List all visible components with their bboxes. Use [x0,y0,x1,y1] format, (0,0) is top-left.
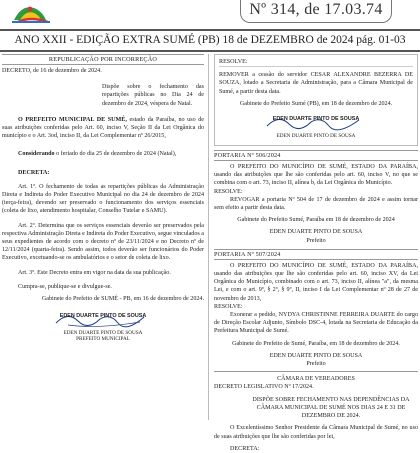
signature-stamp: EDEN DUARTE PINTO DE SOUSA [272,116,360,123]
decree-article-3: Art. 3º. Este Decreto entra em vigor na data da sua publicação. [18,269,171,276]
right-column [214,54,418,452]
decree-preamble [2,116,204,141]
portaria-507-place-date: Gabinete do Prefeito de Sumé, Paraíba, em 18 de dezembro de 2024. [232,340,400,347]
portaria-507-resolve: RESOLVE: [214,303,243,310]
issue-number: Nº 314, de 17.03.74 [240,0,392,23]
column-divider [208,54,209,420]
legislative-decree-summary: DISPÕE SOBRE FECHAMENTO NAS DEPENDÊNCIAS DA CÂMARA MUNICIPAL DE SUMÉ NOS DIAS 24 E 31 DE DEZEMBRO DE 2024. [252,396,410,420]
signature-scribble-icon [48,307,158,331]
masthead-rule-bottom [0,50,420,52]
portaria-507-intro: O PREFEITO DO MUNICÍPIO DE SUMÉ, ESTADO DA PARAÍBA, usando das atribuições que lhe são conferidas pelo art. 60, inciso XV, da Lei Orgânica do Município, combinado com o art. 73, inciso II, alínea "a", da mesma Lei, e com o art. 9º, § 2º, § 9º, II, inciso I da Lei Complementar nº 28 de 27 de novembro de 2013, [214,262,418,302]
legislative-decree-title: DECRETO LEGISLATIVO Nº 17/2024. [214,384,314,391]
decree-summary: Dispõe sobre o fechamento das repartições públicas no Dia 24 de dezembro de 2024, véspera de Natal. [102,84,204,107]
edition-bar: ANO XXII - EDIÇÃO EXTRA SUMÉ (PB) 18 de DEZEMBRO de 2024 pág. 01-03 [14,34,406,46]
decree-closing: Cumpra-se, publique-se e divulgue-se. [18,283,112,290]
portaria-506-title: PORTARIA Nº 506/2024 [214,150,418,161]
decree-decrees-label: DECRETA: [18,169,50,176]
portaria-506-text: REVOGAR a portaria Nº 504 de 17 de dezembro de 2024 e assim tornar sem efeito a partir desta data. [214,196,418,212]
decree-title: DECRETO, de 16 de dezembro de 2024. [2,68,102,74]
decree-place-date: Gabinete do Prefeito de SUMÉ - PB, em 16 de dezembro de 2024. [41,296,204,303]
signature-name [48,331,158,342]
portaria-507-text: Exonerar a pedido, NYDYA CHRISTINNE FERREIRA DUARTE do cargo de Direção Escolar Adjunto, Símbolo DSC-4, lotada na Secretaria de Educação da Prefeitura Municipal de Sumé. [214,312,418,335]
preamble-lead: O PREFEITO MUNICIPAL DE SUMÉ, [18,116,127,123]
decree-article-2: Art. 2º. Determina que os serviços essenciais deverão ser preservados pela respectiva Administração Direta e Indireta do Poder Executivo, segue vinculados a seus expedientes de acordo com o decreto nº de 23/11/2024 e no Decreto nº de 12/11/2024 (quarta-feira). Sendo assim, todos deverão ser funcionários do Poder Executivo, excetuando-se os ambulatórios e o setor de coleta de lixo. [2,222,204,262]
mayor-signature-left [48,307,158,341]
portaria-507-role: Prefeito [306,361,326,368]
considering-lead: Considerando [18,151,55,158]
left-column [2,54,204,420]
signer-name: EDEN DUARTE PINTO DE SOUSA [63,330,143,337]
divider [214,371,418,372]
cession-place-date: Gabinete do Prefeito Sumé (PB), em 18 de dezembro de 2024. [239,100,393,107]
legislative-decree-decrees: DECRETA: [230,445,260,452]
decree-article-1: Art. 1º. O fechamento de todas as repartições públicas da Administração Direta e Indireta do Poder Executivo Municipal no dia 24 de dezembro de 2024 (terça-feira), devendo ser preservado o funcionamento dos serviços essenciais (coleta de lixo, atendimento hospitalar, Conselho Tutelar e SAMU). [2,183,204,215]
masthead [0,0,420,30]
signer-name: EDEN DUARTE PINTO DE SOUSA [276,133,356,140]
cession-box [214,54,418,146]
portaria-506-signer: EDEN DUARTE PINTO DE SOUSA [269,229,363,236]
signer-role: PREFEITO MUNICIPAL [76,335,130,342]
considering-text: o feriado do dia 25 de dezembro de 2024 (Natal), [56,151,177,158]
portaria-506-place-date: Gabinete do Prefeito Sumé, Paraíba em 18 de dezembro de 2024 [237,217,395,224]
portaria-506-resolve: RESOLVE: [214,188,243,195]
decree-considering [2,150,204,158]
cession-resolve-label: RESOLVE: [219,58,413,67]
municipal-logo-icon [0,0,60,24]
preamble-text: estado da Paraíba, no uso de suas atribuições conferidas pelo Art. 60, inciso V, Seção II da Lei Orgânica do município e o Art. 3od, inciso II, da Lei Complementar nº 26/2015, [2,116,204,140]
chamber-head: CÂMARA DE VEREADORES [277,376,355,383]
portaria-507-signer: EDEN DUARTE PINTO DE SOUSA [269,352,363,359]
mayor-signature-box [261,112,371,142]
portaria-506-intro: O PREFEITO DO MUNICÍPIO DE SUMÉ, ESTADO DA PARAÍBA, usando das atribuições que lhe são conferidas pelo art. 60, inciso V, no que se combina com o art. 73, inciso II, alínea b, da Lei Orgânica do Município. [214,164,418,187]
portaria-507-title: PORTARIA Nº 507/2024 [214,249,418,260]
signature-stamp: EDEN DUARTE PINTO DE SOUSA [59,313,147,320]
portaria-506-role: Prefeito [306,237,326,244]
section-head-republication: REPUBLICAÇÃO POR INCORREÇÃO [2,54,204,65]
legislative-decree-intro: O Excelentíssimo Senhor Presidente da Câmara Municipal de Sumé, no uso de suas atribuições que lhe são conferidas por lei, [214,425,418,440]
cession-text: REMOVER a cessão do servidor CESAR ALEXANDRE BEZERRA DE SOUZA, lotado a Secretaria de Administração, para a Câmara Municipal de Sumé, a partir desta data. [219,72,413,95]
